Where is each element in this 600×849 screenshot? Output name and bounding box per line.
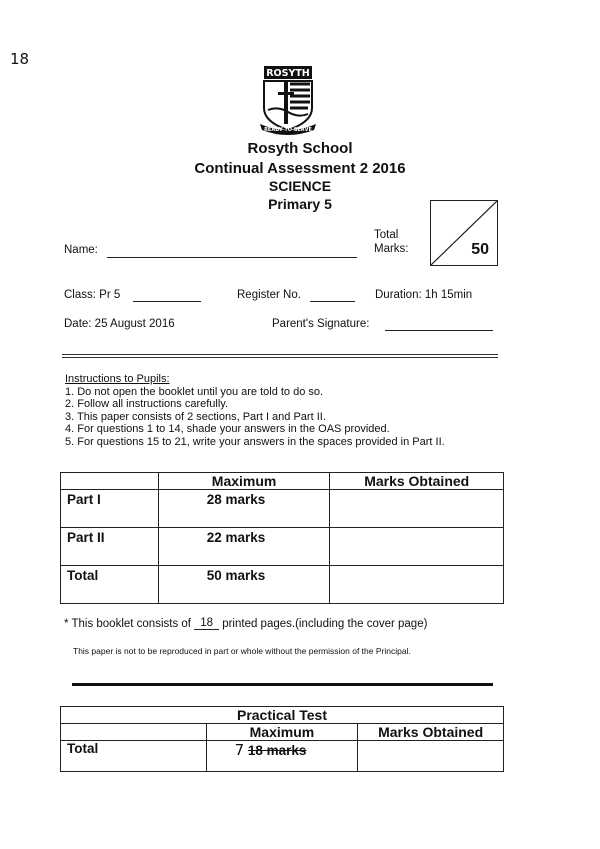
register-field[interactable] — [310, 289, 355, 302]
table-header-row — [61, 724, 504, 741]
instructions — [65, 373, 445, 448]
divider — [62, 357, 498, 358]
register-label: Register No. — [237, 289, 301, 301]
table-row — [61, 741, 504, 772]
maximum-value: 18 marks — [247, 743, 307, 758]
instruction-item: 4. For questions 1 to 14, shade your answers in the OAS provided. — [65, 423, 390, 435]
table-header-row — [61, 473, 504, 490]
thick-divider — [72, 683, 493, 686]
svg-text:ROSYTH: ROSYTH — [266, 68, 310, 79]
instruction-item: 5. For questions 15 to 21, write your answers in the spaces provided in Part II. — [65, 435, 445, 448]
booklet-note-suffix: printed pages.(including the cover page) — [222, 618, 428, 630]
booklet-note — [64, 617, 427, 630]
class-label: Class: Pr 5 — [64, 289, 121, 301]
instructions-heading: Instructions to Pupils: — [65, 373, 170, 385]
obtained-cell[interactable] — [330, 566, 504, 604]
signature-label: Parent's Signature: — [272, 318, 370, 330]
section-cell: Part II — [61, 528, 159, 566]
table-header-cell — [61, 473, 159, 490]
section-cell: Part I — [61, 490, 159, 528]
level-title: Primary 5 — [268, 196, 332, 212]
copyright-notice: This paper is not to be reproduced in part or whole without the permission of the Principal. — [73, 646, 411, 656]
name-label: Name: — [64, 244, 98, 256]
duration-text: Duration: 1h 15min — [375, 289, 473, 301]
table-header-cell: Maximum — [206, 724, 358, 741]
section-cell: Total — [61, 741, 207, 772]
section-cell: Total — [61, 566, 159, 604]
practical-test-title: Practical Test — [61, 707, 504, 724]
maximum-cell — [206, 741, 358, 772]
total-marks-box — [430, 200, 498, 266]
handwritten-page-number: 18 — [10, 50, 30, 68]
instruction-item: 1. Do not open the booklet until you are told to do so. — [65, 385, 324, 398]
table-title-row — [61, 707, 504, 724]
page-count: 18 — [194, 617, 219, 630]
maximum-cell: 50 marks — [158, 566, 330, 604]
divider — [62, 354, 498, 355]
obtained-cell[interactable] — [358, 741, 504, 772]
signature-field[interactable] — [385, 318, 493, 331]
obtained-cell[interactable] — [330, 490, 504, 528]
school-crest-logo — [258, 64, 318, 136]
name-field[interactable] — [107, 244, 357, 258]
school-name: Rosyth School — [247, 140, 353, 157]
total-marks-label-1: Total — [374, 229, 399, 241]
assessment-title: Continual Assessment 2 2016 — [194, 160, 406, 177]
table-row — [61, 528, 504, 566]
table-row — [61, 490, 504, 528]
total-marks-label-2: Marks: — [374, 243, 409, 255]
instruction-item: 2. Follow all instructions carefully. — [65, 398, 229, 410]
table-header-cell: Marks Obtained — [358, 724, 504, 741]
subject-title: SCIENCE — [268, 178, 332, 194]
handwritten-mark: 7 — [234, 741, 245, 759]
maximum-cell: 28 marks — [158, 490, 330, 528]
instruction-item: 3. This paper consists of 2 sections, Part I and Part II. — [65, 410, 326, 423]
date-text: Date: 25 August 2016 — [64, 318, 175, 330]
table-header-cell: Marks Obtained — [330, 473, 504, 490]
booklet-note-prefix: * This booklet consists of — [64, 618, 191, 630]
marks-table — [60, 472, 504, 604]
practical-test-table — [60, 706, 504, 772]
maximum-cell: 22 marks — [158, 528, 330, 566]
class-field[interactable] — [133, 289, 201, 302]
table-header-cell: Maximum — [158, 473, 330, 490]
table-header-cell — [61, 724, 207, 741]
total-marks-value: 50 — [471, 241, 489, 258]
obtained-cell[interactable] — [330, 528, 504, 566]
class-value: Pr 5 — [99, 289, 121, 301]
svg-text:READY TO SERVE: READY TO SERVE — [264, 127, 312, 133]
table-row — [61, 566, 504, 604]
